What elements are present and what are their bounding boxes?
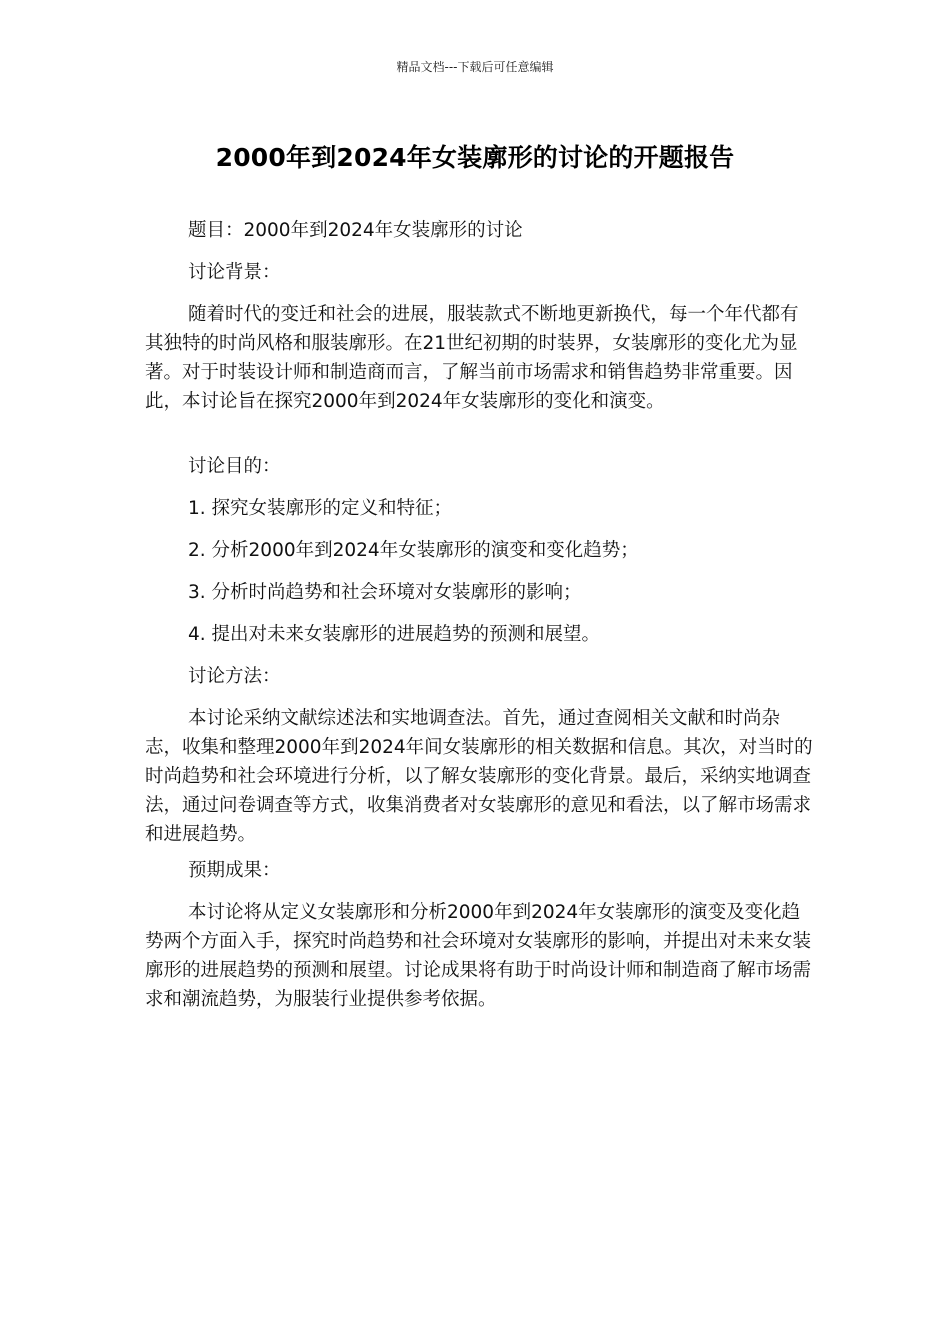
document-title: 2000年到2024年女装廓形的讨论的开题报告 [215,143,735,172]
topic-line: 题目：2000年到2024年女装廓形的讨论 [188,220,523,241]
objectives-heading: 讨论目的： [188,456,281,477]
objective-item-2: 2. 分析2000年到2024年女装廓形的演变和变化趋势； [188,540,639,561]
objective-item-4: 4. 提出对未来女装廓形的进展趋势的预测和展望。 [188,624,601,645]
objective-item-1: 1. 探究女装廓形的定义和特征； [188,498,453,519]
background-heading: 讨论背景： [188,262,281,283]
methods-heading: 讨论方法： [188,666,281,687]
results-heading: 预期成果： [188,860,281,881]
methods-paragraph: 本讨论采纳文献综述法和实地调查法。首先，通过查阅相关文献和时尚杂志，收集和整理2000年到2024年间女装廓形的相关数据和信息。其次，对当时的时尚趋势和社会环境进行分析，以了解女装廓形的变化背景。最后，采纳实地调查法，通过问卷调查等方式，收集消费者对女装廓形的意见和看法，以了解市场需求和进展趋势。 [145,708,813,845]
page-header-note: 精品文档---下载后可任意编辑 [396,60,554,74]
objective-item-3: 3. 分析时尚趋势和社会环境对女装廓形的影响； [188,582,582,603]
background-paragraph: 随着时代的变迁和社会的进展，服装款式不断地更新换代，每一个年代都有其独特的时尚风格和服装廓形。在21世纪初期的时装界，女装廓形的变化尤为显著。对于时装设计师和制造商而言，了解当前市场需求和销售趋势非常重要。因此，本讨论旨在探究2000年到2024年女装廓形的变化和演变。 [145,304,799,412]
results-paragraph: 本讨论将从定义女装廓形和分析2000年到2024年女装廓形的演变及变化趋势两个方面入手，探究时尚趋势和社会环境对女装廓形的影响，并提出对未来女装廓形的进展趋势的预测和展望。讨论成果将有助于时尚设计师和制造商了解市场需求和潮流趋势，为服装行业提供参考依据。 [145,902,812,1010]
